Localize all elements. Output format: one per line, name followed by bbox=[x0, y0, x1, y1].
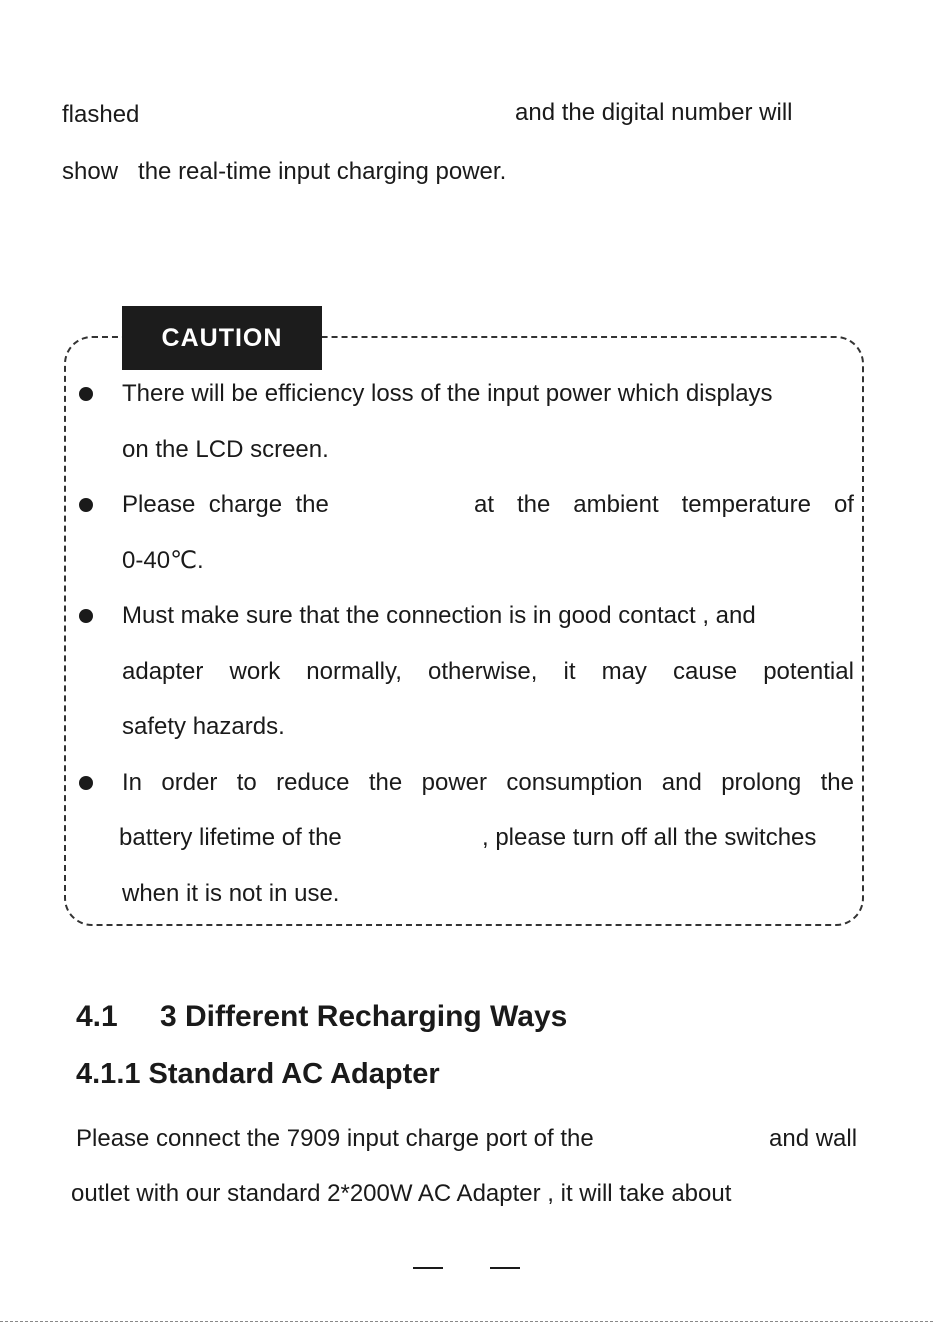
caution-b3-line3: safety hazards. bbox=[122, 713, 285, 740]
caution-b4-line2-right: , please turn off all the switches bbox=[482, 824, 817, 851]
caution-b2-line2: 0-40℃. bbox=[122, 547, 204, 574]
bullet-icon bbox=[79, 609, 93, 623]
page-number-dash-left bbox=[413, 1267, 443, 1269]
bullet-icon bbox=[79, 498, 93, 512]
caution-b4-line2-left: battery lifetime of the bbox=[119, 824, 342, 851]
intro-line1-right: and the digital number will bbox=[515, 99, 793, 126]
bullet-icon bbox=[79, 776, 93, 790]
caution-b2-line1-part1: Please charge the bbox=[122, 491, 329, 518]
caution-b3-line1: Must make sure that the connection is in good contact , and bbox=[122, 602, 756, 629]
section-number: 4.1 bbox=[76, 1000, 118, 1033]
section-heading bbox=[76, 1000, 567, 1034]
intro-line1-left: flashed bbox=[62, 101, 140, 128]
section-p2: outlet with our standard 2*200W AC Adapter , it will take about bbox=[71, 1180, 732, 1207]
intro-line2: show the real-time input charging power. bbox=[62, 158, 507, 185]
subsection-heading: 4.1.1 Standard AC Adapter bbox=[76, 1058, 440, 1090]
caution-b1-line1: There will be efficiency loss of the input power which displays bbox=[122, 380, 773, 407]
section-p1-left: Please connect the 7909 input charge port of the bbox=[76, 1125, 594, 1152]
caution-b2-line1-part2: at the ambient temperature of bbox=[474, 491, 854, 518]
caution-b4-line1: In order to reduce the power consumption and prolong the bbox=[122, 769, 854, 796]
bullet-icon bbox=[79, 387, 93, 401]
caution-b3-line2: adapter work normally, otherwise, it may cause potential bbox=[122, 658, 854, 685]
section-title: 3 Different Recharging Ways bbox=[160, 1000, 568, 1033]
caution-label: CAUTION bbox=[122, 306, 322, 370]
section-p1-right: and wall bbox=[769, 1125, 858, 1152]
caution-b1-line2: on the LCD screen. bbox=[122, 436, 329, 463]
caution-b4-line3: when it is not in use. bbox=[122, 880, 340, 907]
page-number-dash-right bbox=[490, 1267, 520, 1269]
page-bottom-rule bbox=[0, 1321, 933, 1322]
